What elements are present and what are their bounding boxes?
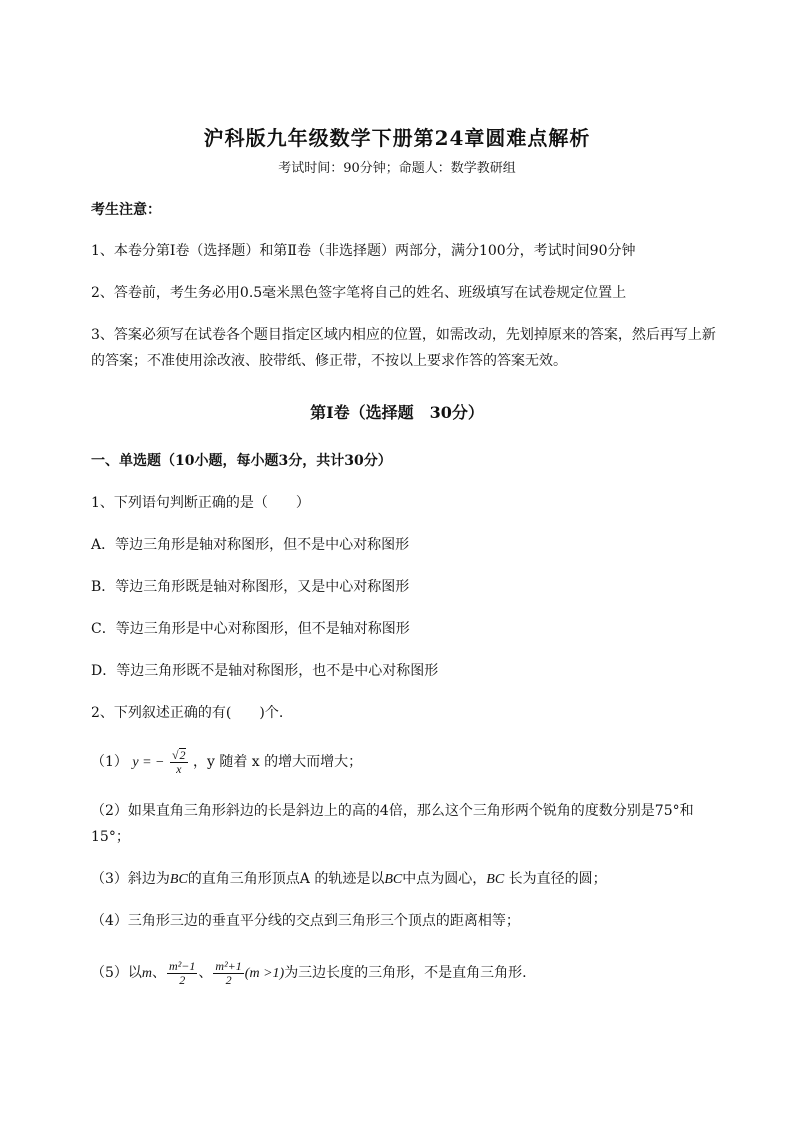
statement-5-sep-2: 、: [198, 965, 213, 981]
section-title: [0, 400, 794, 423]
question-2-statement-5: [91, 958, 734, 989]
notice-item-3-line-2: 的答案；不准使用涂改液、胶带纸、修正带，不按以上要求作答的答案无效。: [91, 353, 567, 369]
section-title-main: 第I卷（选择题: [310, 403, 414, 422]
notice-item-2: 2、答卷前，考生务必用0.5毫米黑色签字笔将自己的姓名、班级填写在试卷规定位置上: [91, 285, 627, 301]
question-1-option-d: D．等边三角形既不是轴对称图形，也不是中心对称图形: [91, 663, 439, 679]
part-heading: 一、单选题（10小题，每小题3分，共计30分）: [91, 453, 392, 469]
question-2-statement-1: [91, 747, 734, 778]
question-2-statement-4: （4）三角形三边的垂直平分线的交点到三角形三个顶点的距离相等；: [91, 913, 520, 929]
question-1-option-b: B．等边三角形既是轴对称图形，又是中心对称图形: [91, 579, 410, 595]
question-2-stem: 2、下列叙述正确的有( )个.: [91, 705, 284, 721]
statement-5-sep-1: 、: [152, 965, 167, 981]
statement-5-condition: (m >1): [244, 966, 285, 981]
notice-item-3-line-1: 3、答案必须写在试卷各个题目指定区域内相应的位置，如需改动，先划掉原来的答案，然后再写上新: [91, 327, 716, 343]
fraction-1-numerator: m²−1: [169, 958, 196, 973]
statement-3-bc-3: BC: [486, 872, 505, 887]
fraction-1-denominator: 2: [179, 972, 186, 987]
statement-5-m: m: [141, 966, 153, 981]
statement-5-fraction-1: [167, 960, 197, 987]
notice-item-1: 1、本卷分第I卷（选择题）和第Ⅱ卷（非选择题）两部分，满分100分，考试时间90分钟: [91, 243, 636, 259]
statement-5-fraction-2: [213, 960, 243, 987]
question-1-option-a: A．等边三角形是轴对称图形，但不是中心对称图形: [91, 537, 410, 553]
question-2-statement-2-line-1: （2）如果直角三角形斜边的长是斜边上的高的4倍，那么这个三角形两个锐角的度数分别是75°和: [91, 803, 694, 819]
statement-1-lhs: y = −: [132, 755, 165, 770]
statement-5-part-b: 为三边长度的三角形，不是直角三角形.: [284, 965, 527, 981]
statement-5-part-a: （5）以: [91, 965, 142, 981]
notice-heading: 考生注意：: [91, 202, 161, 218]
page-title: 沪科版九年级数学下册第24章圆难点解析: [203, 126, 591, 150]
statement-1-fraction: $\frac{√2}{x}$: [171, 748, 186, 776]
statement-3-part-a: （3）斜边为: [91, 871, 170, 887]
section-title-score: 30分）: [429, 403, 484, 422]
statement-1-numerator: 2: [179, 748, 186, 762]
question-1-option-c: C．等边三角形是中心对称图形，但不是轴对称图形: [91, 621, 410, 637]
question-2-statement-2-line-2: 15°；: [91, 829, 130, 845]
fraction-2-denominator: 2: [225, 972, 232, 987]
statement-1-denominator: x: [176, 762, 182, 776]
statement-3-bc-2: BC: [384, 872, 403, 887]
question-1-stem: 1、下列语句判断正确的是（ ）: [91, 495, 310, 511]
statement-3-part-d: 长为直径的圆；: [504, 871, 607, 887]
statement-1-prefix: （1）: [91, 754, 128, 770]
statement-3-bc-1: BC: [169, 872, 188, 887]
exam-info: 考试时间：90分钟；命题人：数学教研组: [278, 161, 516, 176]
question-2-statement-3: [91, 869, 734, 890]
fraction-2-numerator: m²+1: [215, 958, 242, 973]
statement-1-text: ，y 随着 x 的增大而增大；: [192, 754, 363, 770]
statement-3-part-b: 的直角三角形顶点A 的轨迹是以: [187, 871, 385, 887]
statement-3-part-c: 中点为圆心，: [402, 871, 487, 887]
